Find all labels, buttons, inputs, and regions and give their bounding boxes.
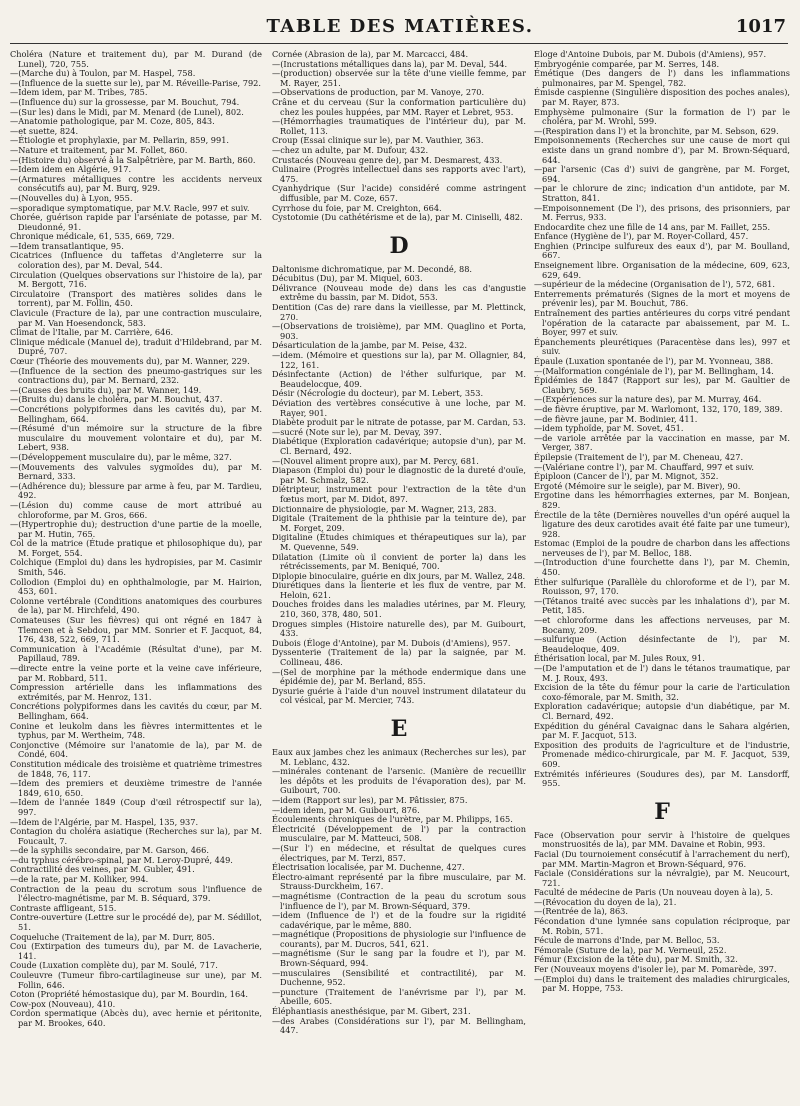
index-entry: Fécule de marrons d'Inde, par M. Belloc, 53. [534, 935, 720, 946]
index-entry: Épidémies de 1847 (Rapport sur les), par M. Gaultier de Claubry, 569. [534, 375, 790, 395]
index-entry: Drogues simples (Histoire naturelle des), par M. Guibourt, 433. [272, 618, 526, 639]
index-entry: —idem (Influence de l') et de la foudre sur la rigidité cadavérique, par le même, 880. [272, 910, 526, 930]
index-entry: —(Nouvelles du) à Lyon, 955. [10, 192, 133, 203]
index-entry: —(Valériane contre l'), par M. Chauffard, 997 et suiv. [534, 461, 755, 472]
index-entry: —Nature et traitement, par M. Follet, 860. [10, 144, 188, 155]
index-entry: —de la rate, par M. Kolliker, 994. [10, 874, 149, 885]
index-entry: Dictionnaire de physiologie, par M. Wagner, 213, 283. [272, 503, 497, 514]
index-entry: Climat de l'Italie, par M. Carrière, 646. [10, 327, 174, 338]
index-entry: Épilepsie (Traitement de l'), par M. Cheneau, 427. [534, 451, 744, 462]
index-entry: Épanchements pleurétiques (Paracentèse dans les), 997 et suiv. [534, 336, 790, 357]
index-entry: Éther sulfurique (Parallèle du chloroforme et de l'), par M. Rouisson, 97, 170. [534, 576, 790, 597]
index-entry: Extrémités inférieures (Soudures des), par M. Lansdorff, 955. [534, 768, 790, 789]
index-entry: Fécondation d'une lymnée sans copulation réciproque, par M. Robin, 571. [534, 916, 790, 936]
index-entry: Digitaline (Études chimiques et thérapeutiques sur la), par M. Quevenne, 549. [272, 532, 526, 552]
index-entry: Constitution médicale des troisième et quatrième trimestres de 1848, 76, 117. [10, 758, 262, 779]
index-entry: —minérales contenant de l'arsenic. (Manière de recueillir les dépôts et les produits de l'évaporation des), par M. Guibourt, 700. [272, 766, 526, 796]
index-entry: —magnétisme (Sur le sang par la foudre et l'), par M. Brown-Séquard, 994. [272, 948, 526, 969]
index-entry: Écoulements chroniques de l'urètre, par M. Philipps, 165. [272, 814, 513, 825]
index-entry: —(Rentrée de la), 863. [534, 906, 628, 917]
index-entry: Face (Observation pour servir à l'histoire de quelques monstruosités de la), par MM. Davaine et Robin, 993. [534, 829, 790, 850]
index-entry: —Idem de l'Algérie, par M. Haspel, 135, 937. [10, 816, 199, 827]
index-entry: Éthérisation local, par M. Jules Roux, 91. [534, 653, 705, 664]
index-entry: Digitale (Traitement de la phthisie par la teinture de), par M. Forget, 209. [272, 513, 526, 533]
index-entry: Contraction de la peau du scrotum sous l'influence de l'électro-magnétisme, par M. B. Séquard, 379. [10, 883, 262, 904]
index-entry: Clavicule (Fracture de la), par une contraction musculaire, par M. Van Hoesendonck, 583. [10, 308, 262, 328]
section-letter: F [654, 798, 670, 825]
index-entry: Diurétiques dans la lienterie et les flux de ventre, par M. Heloin, 621. [272, 580, 526, 600]
index-entry: —sporadique symptomatique, par M.V. Racle, 997 et suiv. [10, 202, 250, 213]
index-entry: Épiploon (Cancer de l'), par M. Mignot, 352. [534, 471, 719, 482]
index-entry: Chorée, guérison rapide par l'arséniate de potasse, par M. Dieudonné, 91. [10, 212, 262, 232]
index-entry: —Empoisonnement (De l'), des prisons, des prisonniers, par M. Ferrus, 933. [534, 202, 790, 223]
index-entry: Conjonctive (Mémoire sur l'anatomie de la), par M. de Condé, 604. [10, 739, 262, 760]
index-entry: Douches froides dans les maladies utérines, par M. Fleury, 210, 360, 378, 480, 501. [272, 599, 526, 620]
index-entry: Décubitus (Du), par M. Miquel, 603. [272, 273, 423, 284]
index-entry: Désir (Nécrologie du docteur), par M. Lebert, 353. [272, 388, 484, 399]
index-entry: —du typhus cérébro-spinal, par M. Leroy-Dupré, 449. [10, 854, 233, 865]
index-entry: —magnétique (Propositions de physiologie sur l'influence de courants), par M. Ducros, 541, 621. [272, 929, 526, 949]
index-entry: —(Tétanos traité avec succès par les inhalations d'), par M. Petit, 185. [534, 595, 790, 616]
index-entry: —(Histoire du) observé à la Salpêtrière, par M. Barth, 860. [10, 154, 256, 165]
index-entry: Emphysème pulmonaire (Sur la formation de l') par le choléra, par M. Wrohl, 599. [534, 106, 790, 127]
index-entry: Éléphantiasis anesthésique, par M. Gibert, 231. [272, 1006, 471, 1017]
index-entry: Croup (Essai clinique sur le), par M. Vauthier, 363. [272, 135, 484, 146]
page-header [0, 14, 800, 42]
index-entry: —par le chlorure de zinc; indication d'un antidote, par M. Stratton, 841. [534, 183, 790, 203]
index-entry: —(Bruits du) dans le choléra, par M. Bouchut, 437. [10, 394, 223, 405]
index-entry: —(Développement musculaire du), par le même, 327. [10, 451, 232, 462]
index-entry: Érectile de la tête (Dernières nouvelles d'un opéré auquel la ligature des deux carotides avait été faite par une tumeur), 928. [534, 509, 790, 539]
index-entry: —Idem des premiers et deuxième trimestre de l'année 1849, 610, 650. [10, 778, 262, 798]
index-entry: Excision de la tête du fémur pour la carie de l'articulation coxo-fémorale, par M. Smith, 32. [534, 682, 790, 702]
index-entry: Facial (Du tournoiement consécutif à l'arrachement du nerf), par MM. Martin-Magron et Brown-Séquard, 976. [534, 848, 790, 869]
index-entry: —(Introduction d'une fourchette dans l'), par M. Chemin, 450. [534, 557, 790, 578]
index-entry: Comateuses (Sur les fièvres) qui ont régné en 1847 à Tlemcen et à Sebdou, par MM. Sonrier et F. Jacquot, 84, 176, 438, 522, 669, 711. [10, 615, 262, 645]
index-entry: —(Nouvel aliment propre aux), par M. Percy, 681. [272, 455, 479, 466]
index-entry: —idem. (Mémoire et questions sur la), par M. Ollagnier, 84, 122, 161. [272, 350, 526, 370]
index-entry: Collodion (Emploi du) en ophthalmologie, par M. Hairion, 453, 601. [10, 576, 262, 597]
index-entry: —(Hypertrophie du); destruction d'une partie de la moelle, par M. Hutin, 765. [10, 519, 262, 539]
index-entry: Déviation des vertèbres consécutive à une loche, par M. Rayer, 901. [272, 398, 526, 418]
index-entry: —par l'arsenic (Cas d') suivi de gangrène, par M. Forget, 694. [534, 164, 790, 184]
index-entry: —(Révocation du doyen de la), 21. [534, 896, 677, 907]
index-entry: Désarticulation de la jambe, par M. Peise, 432. [272, 340, 467, 351]
index-entry: Diapason (Emploi du) pour le diagnostic de la dureté d'ouïe, par M. Schmalz, 582. [272, 465, 526, 485]
index-column-2 [272, 50, 526, 1102]
index-entry: Émétique (Des dangers de l') dans les inflammations pulmonaires, par M. Spengel, 782. [534, 68, 790, 88]
index-entry: —puncture (Traitement de l'anévrisme par l'), par M. Abeille, 605. [272, 986, 526, 1007]
index-entry: Enfance (Hygiène de l'), par M. Royer-Collard, 457. [534, 231, 749, 242]
index-entry: Émisde caspienne (Singulière disposition des poches anales), par M. Rayer, 873. [534, 87, 790, 107]
index-entry: Désinfectante (Action) de l'éther sulfurique, par M. Beaudelocque, 409. [272, 369, 526, 389]
index-entry: Compression artérielle dans les inflammations des extrémités, par M. Henroz, 131. [10, 682, 262, 702]
index-entry: Choléra (Nature et traitement du), par M. Durand (de Lunel), 720, 755. [10, 50, 262, 69]
index-entry: —(Causes des bruits du), par M. Wanner, 149. [10, 384, 202, 395]
index-entry: —(Malformation congéniale de l'), par M. Bellingham, 14. [534, 365, 774, 376]
index-entry: Circulatoire (Transport des matières solides dans le torrent), par M. Follin, 450. [10, 288, 262, 309]
index-entry: Exposition des produits de l'agriculture et de l'industrie, Promenade médico-chirurgicale, par M. F. Jacquot, 539, 609. [534, 739, 790, 769]
index-entry: Cornée (Abrasion de la), par M. Marcacci, 484. [272, 50, 469, 59]
index-entry: Conine et leukolm dans les fièvres intermittentes et le typhus, par M. Wertheim, 748. [10, 720, 262, 741]
index-entry: —(Expériences sur la nature des), par M. Murray, 464. [534, 394, 762, 405]
index-entry: —idem (Rapport sur les), par M. Pâtissier, 875. [272, 794, 468, 805]
index-entry: —(Emploi du) dans le traitement des maladies chirurgicales, par M. Hoppe, 753. [534, 973, 790, 994]
index-entry: —(Respiration dans l') et la bronchite, par M. Sebson, 629. [534, 125, 779, 136]
index-entry: —Idem idem en Algérie, 917. [10, 164, 132, 175]
index-entry: Ergoté (Mémoire sur le seigle), par M. Biver), 90. [534, 480, 741, 491]
index-entry: —(Résumé d'un mémoire sur la structure de la fibre musculaire du mouvement volontaire et du), par M. Lebert, 938. [10, 423, 262, 453]
index-entry: Contraste affligeant, 515. [10, 902, 117, 913]
index-entry: —sucré (Note sur le), par M. Devay, 397. [272, 426, 442, 437]
index-entry: Électricité (Développement de l') par la contraction musculaire, par M. Matteuci, 508. [272, 823, 526, 844]
index-entry: Cœur (Théorie des mouvements du), par M. Wanner, 229. [10, 356, 250, 366]
index-entry: Cystotomie (Du cathétérisme et de la), par M. Ciniselli, 482. [272, 212, 523, 223]
index-entry: —(Hémorrhagies traumatiques de l'intérieur du), par M. Rollet, 113. [272, 116, 526, 136]
index-entry: —(Sur les) dans le Midi, par M. Menard (de Lunel), 802. [10, 106, 244, 117]
index-entry: —(Armatures métalliques contre les accidents nerveux consécutifs au), par M. Burq, 929. [10, 173, 262, 194]
index-entry: Dilatation (Limite où il convient de porter la) dans les rétrécissements, par M. Beniqué, 700. [272, 551, 526, 572]
index-entry: Colchique (Emploi du) dans les hydropisies, par M. Casimir Smith, 546. [10, 557, 262, 578]
index-entry: Daltonisme dichromatique, par M. Decondé, 88. [272, 263, 473, 274]
index-entry: —(Marche du) à Toulon, par M. Haspel, 758. [10, 68, 196, 79]
index-entry: Exploration cadavérique; autopsie d'un diabétique, par M. Cl. Bernard, 492. [534, 701, 790, 721]
index-entry: Fer (Nouveaux moyens d'isoler le), par M. Pomarède, 397. [534, 964, 777, 975]
index-entry: —Idem idem, par M. Tribes, 785. [10, 87, 148, 98]
index-column-1 [10, 50, 262, 1102]
index-entry: —Étiologie et prophylaxie, par M. Pellarin, 859, 991. [10, 135, 230, 146]
index-entry: —sulfurique (Action désinfectante de l'), par M. Beaudeloque, 409. [534, 634, 790, 654]
index-entry: Eaux aux jambes chez les animaux (Recherches sur les), par M. Leblanc, 432. [272, 747, 526, 767]
index-entry: Diabète produit par le nitrate de potasse, par M. Cardan, 53. [272, 417, 526, 428]
index-column-3 [534, 50, 790, 1102]
index-entry: Délivrance (Nouveau mode de) dans les cas d'angustie extrême du bassin, par M. Didot, 553. [272, 282, 526, 303]
index-entry: Coude (Luxation complète du), par M. Soulé, 717. [10, 960, 218, 971]
index-entry: —magnétisme (Contraction de la peau du scrotum sous l'influence de l'), par M. Brown-Séquard, 379. [272, 890, 526, 911]
index-entry: Entraînement des parties antérieures du corps vitré pendant l'opération de la cataracte par abaissement, par M. L. Boyer, 997 et suiv. [534, 308, 790, 338]
index-entry: Cyrrhose du foie, par M. Creighton, 664. [272, 202, 442, 213]
index-entry: Électrisation localisée, par M. Duchenne, 427. [272, 862, 465, 873]
index-entry: Électro-aimant représenté par la fibre musculaire, par M. Strauss-Durckheim, 167. [272, 871, 526, 892]
index-entry: —idem idem, par M. Guibourt, 876. [272, 804, 420, 815]
index-entry: —(Influence de la section des pneumo-gastriques sur les contractions du), par M. Bernard, 232. [10, 365, 262, 386]
index-entry: Coton (Propriété hémostasique du), par M. Bourdin, 164. [10, 989, 249, 1000]
index-entry: —Concrétions polypiformes dans les cavités du), par M. Bellingham, 664. [10, 403, 262, 424]
index-entry: Cordon spermatique (Abcès du), avec hernie et péritonite, par M. Brookes, 640. [10, 1008, 262, 1028]
index-entry: —(Mouvements des valvules sygmoïdes du), par M. Bernard, 333. [10, 461, 262, 482]
index-entry: Expédition du général Cavaignac dans le Sahara algérien, par M. F. Jacquot, 513. [534, 720, 790, 741]
index-entry: Chronique médicale, 61, 535, 669, 729. [10, 231, 175, 242]
index-entry: Culinaire (Progrès intellectuel dans ses rapports avec l'art), 475. [272, 164, 526, 184]
index-entry: —Anatomie pathologique, par M. Coze, 805, 843. [10, 116, 215, 127]
index-entry: Dubois (Éloge d'Antoine), par M. Dubois (d'Amiens), 957. [272, 637, 511, 648]
index-entry: Ergotine dans les hémorrhagies externes, par M. Bonjean, 829. [534, 490, 790, 510]
index-entry: Enseignement libre. Organisation de la médecine, 609, 623, 629, 649. [534, 260, 790, 280]
index-entry: Contagion du choléra asiatique (Recherches sur la), par M. Foucault, 7. [10, 826, 262, 846]
index-entry: Cow-pox (Nouveau), 410. [10, 998, 116, 1009]
index-entry: Estomac (Emploi de la poudre de charbon dans les affections nerveuses de l'), par M. Belloc, 188. [534, 538, 790, 558]
index-entry: —chez un adulte, par M. Dufour, 432. [272, 144, 429, 155]
index-entry: Empoisonnements (Recherches sur une cause de mort qui existe dans un grand nombre d'), par M. Brown-Séquard, 644. [534, 135, 790, 165]
index-entry: Enterrements prématurés (Signes de la mort et moyens de prévenir les), par M. Bouchut, 786. [534, 288, 790, 309]
index-entry: —(De l'amputation et de l') dans le tétanos traumatique, par M. J. Roux, 493. [534, 663, 790, 683]
index-entry: Épaule (Luxation spontanée de l'), par M. Yvonneau, 388. [534, 356, 774, 366]
page-title: TABLE DES MATIÈRES. [266, 16, 534, 37]
index-entry: Faciale (Considérations sur la névralgie), par M. Neucourt, 721. [534, 868, 790, 888]
index-entry: —et suette, 824. [10, 125, 79, 136]
index-entry: —(Lésion du) comme cause de mort attribué au chloroforme, par M. Gros, 666. [10, 499, 262, 520]
index-entry: —(Influence de la suette sur le), par M. Réveille-Parise, 792. [10, 77, 261, 88]
index-entry: Fémorale (Suture de la), par M. Verneuil, 252. [534, 944, 727, 955]
page-number: 1017 [735, 16, 786, 37]
index-entry: Concrétions polypiformes dans les cavités du cœur, par M. Bellingham, 664. [10, 701, 262, 721]
index-entry: Diplopie binoculaire, guérie en dix jours, par M. Wallez, 248. [272, 570, 526, 581]
index-entry: —de fièvre jaune, par M. Bodinier, 411. [534, 413, 698, 424]
index-entry: —(Sel de morphine par la méthode endermique dans une épidémie de), par M. Berland, 855. [272, 666, 526, 687]
index-entry: —musculaires (Sensibilité et contractilité), par M. Duchenne, 952. [272, 967, 526, 988]
index-entry: —Observations de production, par M. Vanoye, 270. [272, 87, 485, 98]
index-entry: Clinique médicale (Manuel de), traduit d'Hildebrand, par M. Dupré, 707. [10, 336, 262, 357]
index-entry: Crâne et du cerveau (Sur la conformation particulière du) chez les poules huppées, par MM. Rayer et Lebret, 953. [272, 96, 526, 117]
index-entry: Enghien (Principe sulfureux des eaux d'), par M. Boulland, 667. [534, 240, 790, 261]
index-entry: —des Arabes (Considérations sur l'), par M. Bellingham, 447. [272, 1015, 526, 1036]
section-letter: D [389, 232, 409, 259]
index-entry: —de fièvre éruptive, par M. Warlomont, 132, 170, 189, 389. [534, 403, 783, 414]
index-entry: Dyssenterie (Traitement de la) par la saignée, par M. Collineau, 486. [272, 647, 526, 668]
index-columns [10, 50, 790, 1102]
index-entry: Colonne vertébrale (Conditions anatomiques des courbures de la), par M. Hirchfeld, 490. [10, 595, 262, 616]
index-entry: Dentition (Cas de) rare dans la vieillesse, par M. Plettinck, 270. [272, 302, 526, 322]
index-entry: Dysurie guérie à l'aide d'un nouvel instrument dilatateur du col vésical, par M. Mercier, 743. [272, 685, 526, 706]
index-entry: —directe entre la veine porte et la veine cave inférieure, par M. Robbard, 511. [10, 663, 262, 683]
index-entry: Faculté de médecine de Paris (Un nouveau doyen à la), 5. [534, 887, 773, 898]
index-entry: —idem typhoïde, par M. Sovet, 451. [534, 423, 684, 434]
index-entry: Cicatrices (Influence du taffetas d'Angleterre sur la coloration des), par M. Deval, 544. [10, 250, 262, 271]
index-entry: —(Adhérence du); blessure par arme à feu, par M. Tardieu, 492. [10, 480, 262, 501]
index-entry: —(Incrustations métalliques dans la), par M. Deval, 544. [272, 58, 508, 69]
index-entry: Couleuvre (Tumeur fibro-cartilagineuse sur une), par M. Follin, 646. [10, 970, 262, 990]
index-entry: —(Observations de troisième), par MM. Quaglino et Porta, 903. [272, 321, 526, 341]
section-letter: E [390, 716, 408, 742]
header-rule [10, 43, 788, 44]
index-entry: Embryogénie comparée, par M. Serres, 148. [534, 58, 720, 69]
index-entry: —Idem de l'année 1849 (Coup d'œil rétrospectif sur la), 997. [10, 797, 262, 817]
index-entry: Contre-ouverture (Lettre sur le procédé de), par M. Sédillot, 51. [10, 912, 262, 933]
index-entry: Col de la matrice (Étude pratique et philosophique du), par M. Forget, 554. [10, 538, 262, 558]
index-entry: —supérieur de la médecine (Organisation de l'), 572, 681. [534, 279, 775, 290]
index-entry: —de variole arrêtée par la vaccination en masse, par M. Verger, 387. [534, 432, 790, 453]
index-entry: Circulation (Quelques observations sur l'histoire de la), par M. Bergott, 716. [10, 269, 262, 290]
index-entry: Diabétique (Exploration cadavérique; autopsie d'un), par M. Cl. Bernard, 492. [272, 436, 526, 456]
index-entry: —de la syphilis secondaire, par M. Garson, 466. [10, 845, 209, 856]
index-entry: Cou (Extirpation des tumeurs du), par M. de Lavacherie, 141. [10, 941, 262, 961]
index-entry: —(Influence du) sur la grossesse, par M. Bouchut, 794. [10, 96, 240, 107]
index-entry: Fémur (Excision de la tête du), par M. Smith, 32. [534, 954, 738, 965]
index-entry: Endocardite chez une fille de 14 ans, par M. Faillet, 255. [534, 221, 771, 232]
index-entry: Éloge d'Antoine Dubois, par M. Dubois (d'Amiens), 957. [534, 50, 767, 59]
index-entry: Diétripteur, instrument pour l'extraction de la tête d'un fœtus mort, par M. Didot, 897. [272, 484, 526, 504]
index-entry: —(production) observée sur la tête d'une vieille femme, par M. Rayer, 251. [272, 68, 526, 88]
index-entry: Contractilité des veines, par M. Gubler, 491. [10, 864, 195, 875]
index-entry: —Idem transatlantique, 95. [10, 240, 124, 251]
index-entry: —et chloroforme dans les affections nerveuses, par M. Bocamy, 209. [534, 615, 790, 635]
index-entry: Coqueluche (Traitement de la), par M. Durr, 805. [10, 931, 215, 942]
index-entry: Cyanhydrique (Sur l'acide) considéré comme astringent diffusible, par M. Coze, 657. [272, 183, 526, 203]
index-entry: Communication à l'Académie (Résultat d'une), par M. Papillaud, 789. [10, 643, 262, 664]
index-entry: Crustacés (Nouveau genre de), par M. Desmarest, 433. [272, 154, 503, 165]
index-entry: —(Sur l') en médecine, et résultat de quelques cures électriques, par M. Terzi, 857. [272, 842, 526, 863]
